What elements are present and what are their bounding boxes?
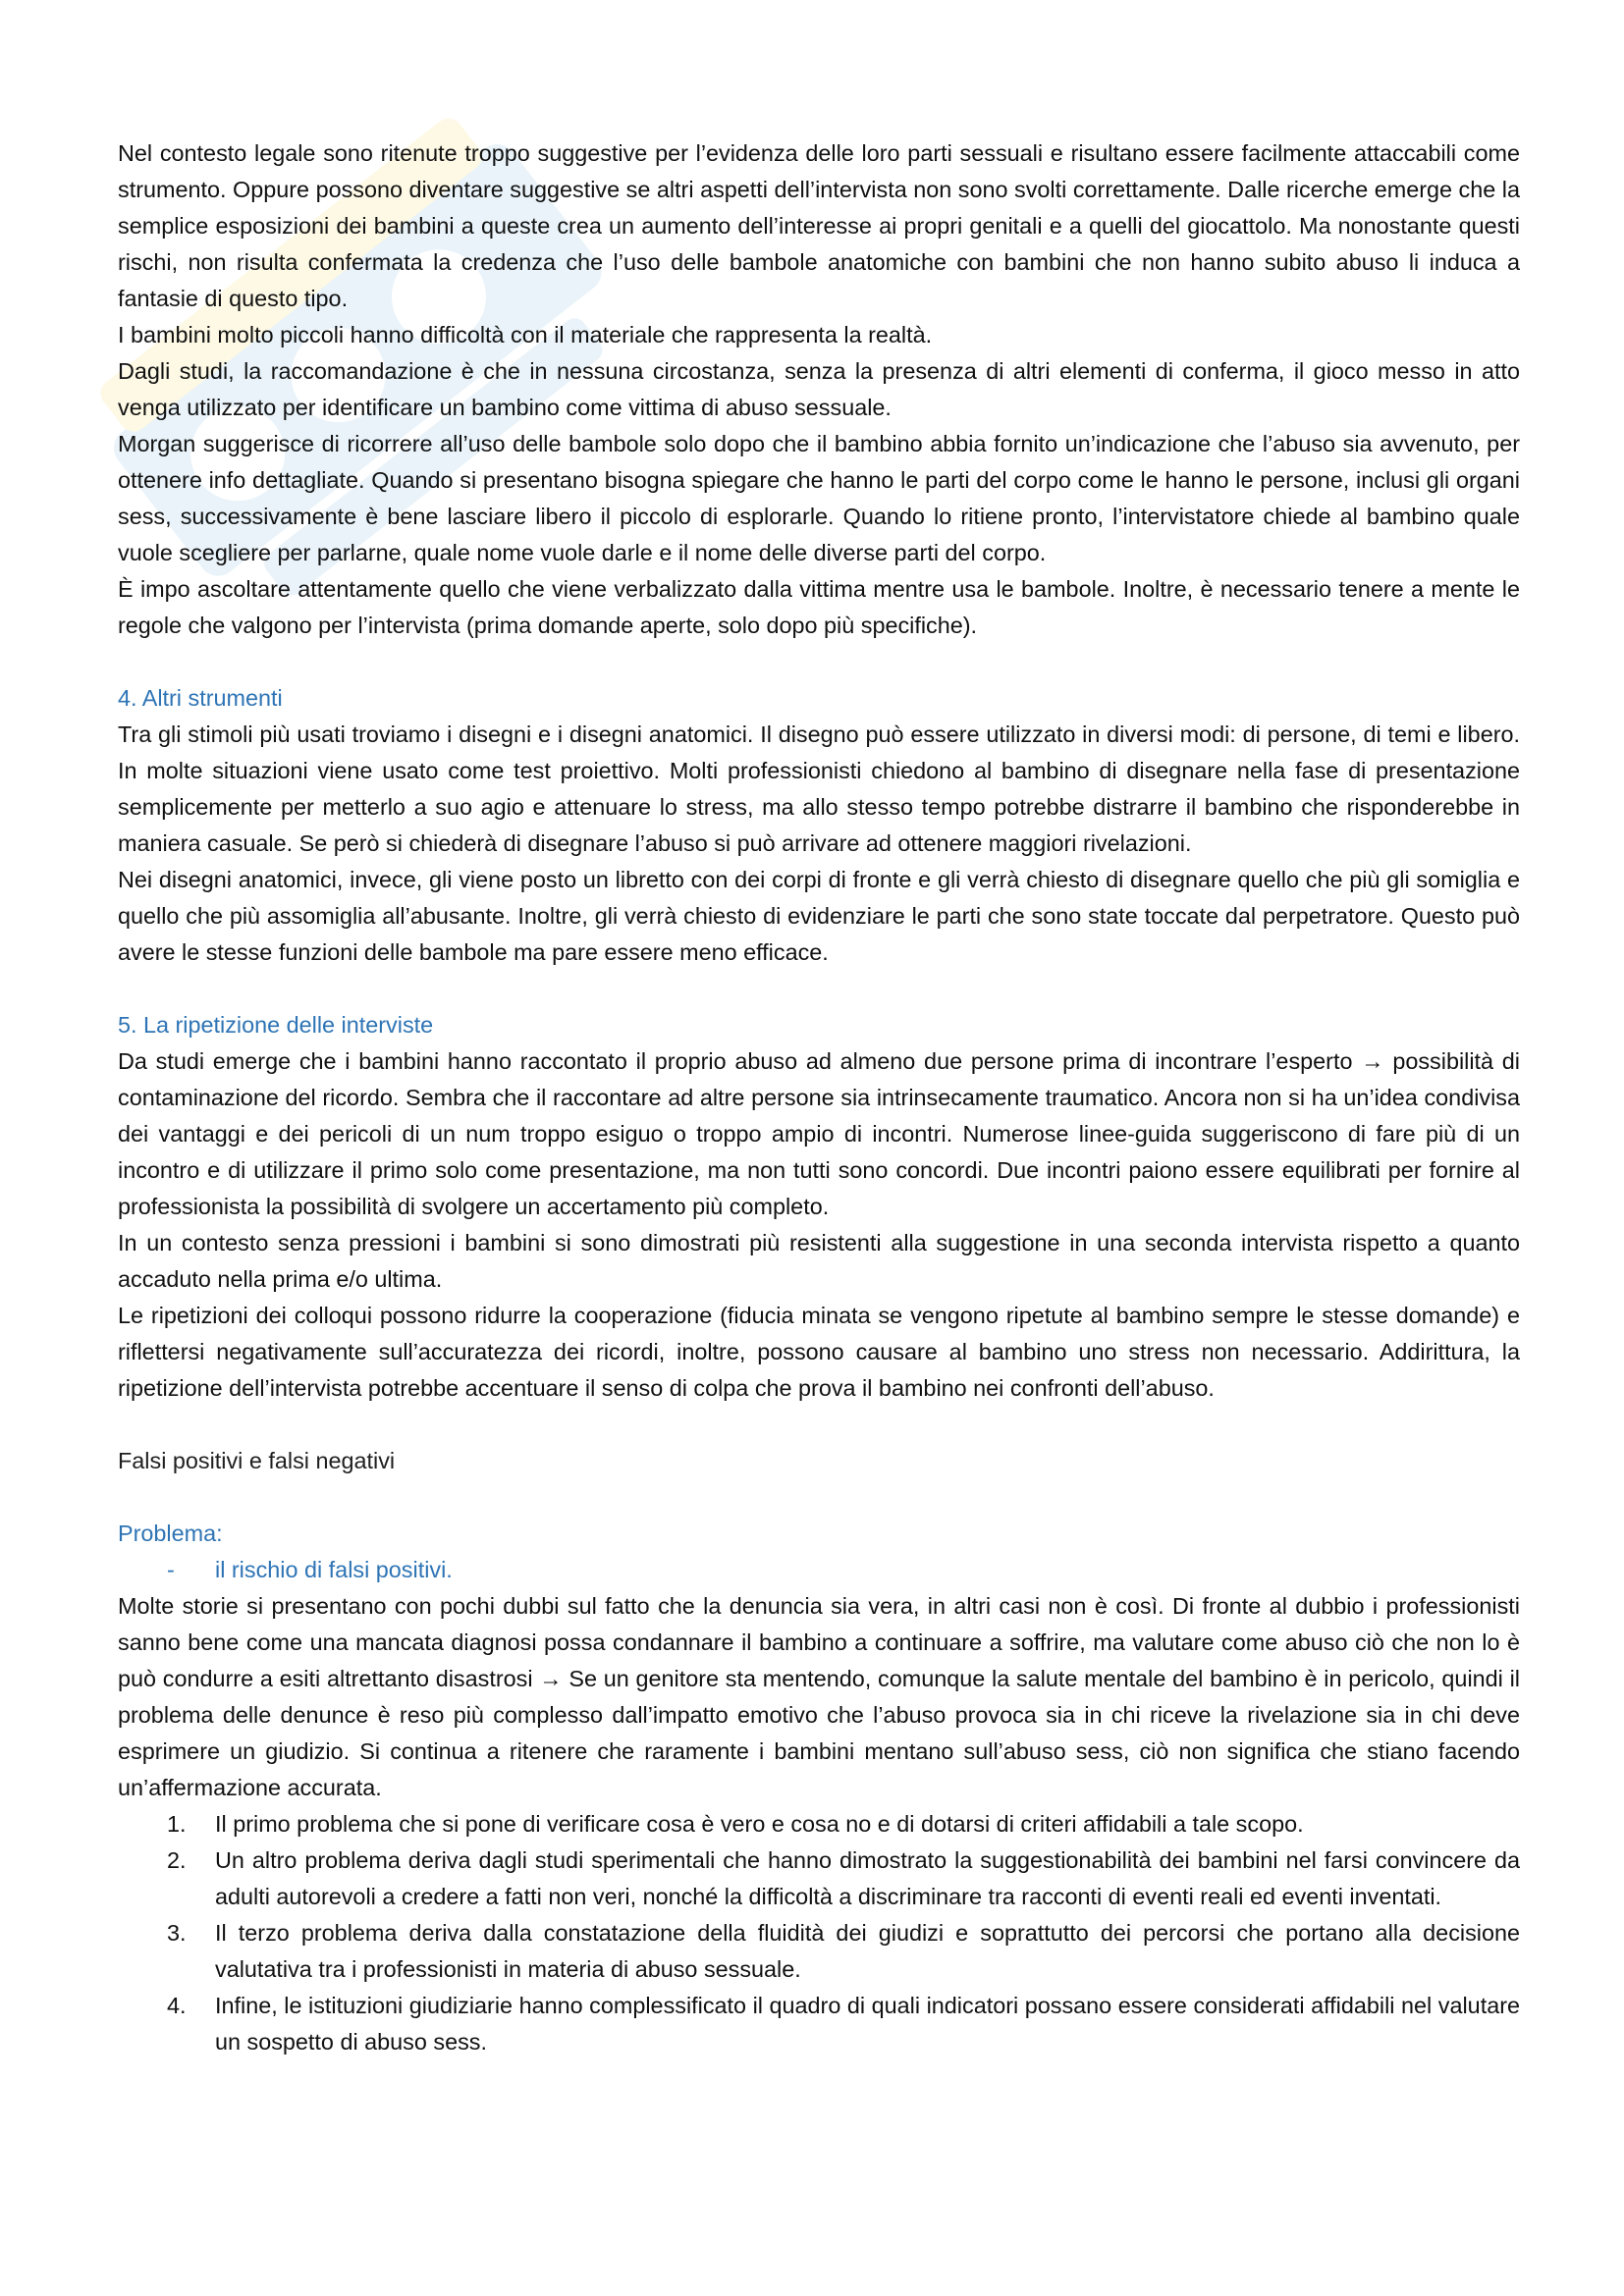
paragraph: Nei disegni anatomici, invece, gli viene posto un libretto con dei corpi di fronte e gli verrà chiesto di disegnare quello che più gli somiglia e quello che più assomiglia all’abusante. Inoltre, gli verrà chiesto di evidenziare le parti che sono state toccate dal perpetratore. Questo può avere le stesse funzioni delle bambole ma pare essere meno efficace. [118,867,1520,965]
paragraph: Molte storie si presentano con pochi dubbi sul fatto che la denuncia sia vera, in altri casi non è così. Di fronte al dubbio i professionisti sanno bene come una mancata diagnosi possa condannare il bambino a continuare a soffrire, ma valutare come abuso ciò che non lo è può condurre a esiti altrettanto disastrosi → Se un genitore sta mentendo, comunque la salute mentale del bambino è in pericolo, quindi il problema delle denunce è reso più complesso dall’impatto emotivo che l’abuso provoca sia in chi riceve la rivelazione sia in chi deve esprimere un giudizio. Si continua a ritenere che raramente i bambini mentano sull’abuso sess, ciò non significa che stiano facendo un’affermazione accurata. [118,1593,1520,1800]
list-text: Il primo problema che si pone di verificare cosa è vero e cosa no e di dotarsi di criteri affidabili a tale scopo. [215,1811,1304,1837]
bullet-text: il rischio di falsi positivi. [215,1557,453,1582]
list-item [118,1988,1520,2060]
paragraph: Le ripetizioni dei colloqui possono ridurre la cooperazione (fiducia minata se vengono ripetute al bambino sempre le stesse domande) e riflettersi negativamente sull’accuratezza dei ricordi, inoltre, possono causare al bambino uno stress non necessario. Addirittura, la ripetizione dell’intervista potrebbe accentuare il senso di colpa che prova il bambino nei confronti dell’abuso. [118,1303,1520,1401]
list-number: 4. [167,1993,187,2018]
bullet-item [118,1552,1520,1588]
list-number: 2. [167,1847,187,1873]
numbered-list [118,1806,1520,2060]
section-bambole [118,135,1520,644]
section-heading: Falsi positivi e falsi negativi [118,1448,396,1473]
list-number: 3. [167,1920,187,1946]
list-text: Infine, le istituzioni giudiziarie hanno complessificato il quadro di quali indicatori possano essere considerati affidabili nel valutare un sospetto di abuso sess. [215,1993,1520,2055]
list-text: Il terzo problema deriva dalla constatazione della fluidità dei giudizi e soprattutto dei percorsi che portano alla decisione valutativa tra i professionisti in materia di abuso sessuale. [215,1920,1520,1982]
paragraph: Dagli studi, la raccomandazione è che in nessuna circostanza, senza la presenza di altri elementi di conferma, il gioco messo in atto venga utilizzato per identificare un bambino come vittima di abuso sessuale. [118,358,1520,420]
document-page [118,135,1520,2060]
section-altri-strumenti [118,680,1520,971]
paragraph: Morgan suggerisce di ricorrere all’uso delle bambole solo dopo che il bambino abbia fornito un’indicazione che l’abuso sia avvenuto, per ottenere info dettagliate. Quando si presentano bisogna spiegare che hanno le parti del corpo come le hanno le persone, inclusi gli organi sess, successivamente è bene lasciare libero il piccolo di esplorarle. Quando lo ritiene pronto, l’intervistatore chiede al bambino quale vuole scegliere per parlarne, quale nome vuole darle e il nome delle diverse parti del corpo. [118,431,1520,565]
list-item [118,1806,1520,1842]
section-falsi-positivi [118,1443,1520,2060]
paragraph: È impo ascoltare attentamente quello che viene verbalizzato dalla vittima mentre usa le bambole. Inoltre, è necessario tenere a mente le regole che valgono per l’intervista (prima domande aperte, solo dopo più specifiche). [118,576,1520,638]
section-heading: 5. La ripetizione delle interviste [118,1012,434,1038]
list-number: 1. [167,1811,187,1837]
list-text: Un altro problema deriva dagli studi sperimentali che hanno dimostrato la suggestionabilità dei bambini nel farsi convincere da adulti autorevoli a credere a fatti non veri, nonché la difficoltà a discriminare tra racconti di eventi reali ed eventi inventati. [215,1847,1520,1909]
paragraph: Tra gli stimoli più usati troviamo i disegni e i disegni anatomici. Il disegno può essere utilizzato in diversi modi: di persone, di temi e libero. In molte situazioni viene usato come test proiettivo. Molti professionisti chiedono al bambino di disegnare nella fase di presentazione semplicemente per metterlo a suo agio e attenuare lo stress, ma allo stesso tempo potrebbe distrarre il bambino che risponderebbe in maniera casuale. Se però si chiederà di disegnare l’abuso si può arrivare ad ottenere maggiori rivelazioni. [118,721,1520,856]
dash-marker: - [167,1557,175,1582]
section-heading: 4. Altri strumenti [118,685,283,711]
list-item [118,1915,1520,1988]
paragraph: Nel contesto legale sono ritenute troppo suggestive per l’evidenza delle loro parti sessuali e risultano essere facilmente attaccabili come strumento. Oppure possono diventare suggestive se altri aspetti dell’intervista non sono svolti correttamente. Dalle ricerche emerge che la semplice esposizioni dei bambini a queste crea un aumento dell’interesse ai propri genitali e a quelli del giocattolo. Ma nonostante questi rischi, non risulta confermata la credenza che l’uso delle bambole anatomiche con bambini che non hanno subito abuso li induca a fantasie di questo tipo. [118,140,1520,311]
problema-label: Problema: [118,1521,223,1546]
paragraph: Da studi emerge che i bambini hanno raccontato il proprio abuso ad almeno due persone prima di incontrare l’esperto → possibilità di contaminazione del ricordo. Sembra che il raccontare ad altre persone sia intrinsecamente traumatico. Ancora non si ha un’idea condivisa dei vantaggi e dei pericoli di un num troppo esiguo o troppo ampio di incontri. Numerose linee-guida suggeriscono di fare più di un incontro e di utilizzare il primo solo come presentazione, ma non tutti sono concordi. Due incontri paiono essere equilibrati per fornire al professionista la possibilità di svolgere un accertamento più completo. [118,1048,1520,1219]
list-item [118,1842,1520,1915]
paragraph: In un contesto senza pressioni i bambini si sono dimostrati più resistenti alla suggestione in una seconda intervista rispetto a quanto accaduto nella prima e/o ultima. [118,1230,1520,1292]
section-ripetizione-interviste [118,1007,1520,1407]
paragraph: I bambini molto piccoli hanno difficoltà con il materiale che rappresenta la realtà. [118,322,933,347]
